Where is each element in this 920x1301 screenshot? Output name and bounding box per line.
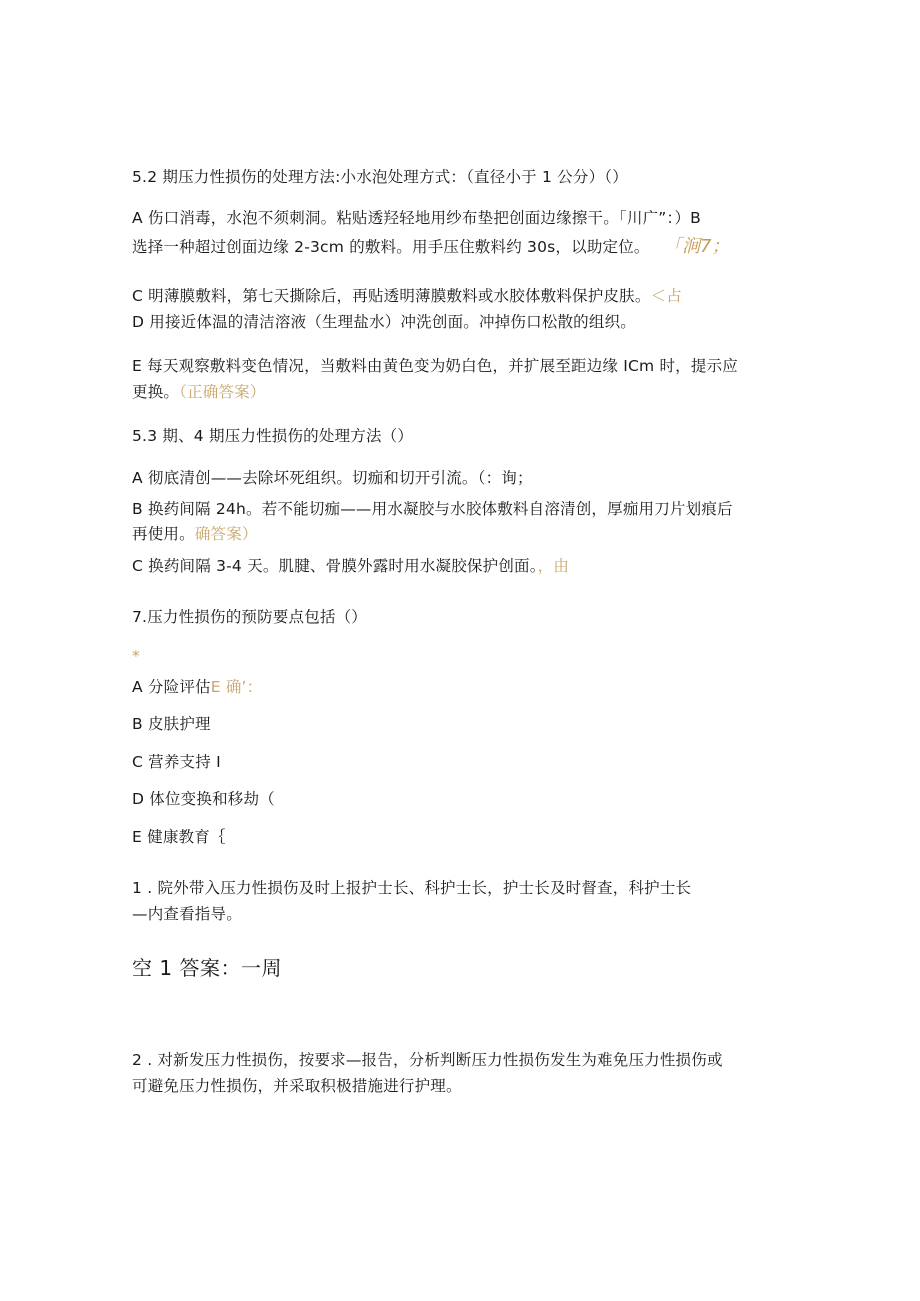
q53-option-c-mark: ，由 <box>537 557 570 575</box>
q7-option-c: C 营养支持 I <box>132 753 221 771</box>
q52-option-a-line2 <box>132 237 730 257</box>
q52-option-e-line1: E 每天观察敷料变色情况，当敷料由黄色变为奶白色，并扩展至距边缘 ICm 时，提示应 <box>132 357 738 375</box>
q53-option-c <box>132 556 569 576</box>
q52-option-d: D 用接近体温的清洁溶液（生理盐水）冲洗创面。冲掉伤口松散的组织。 <box>132 313 636 331</box>
q52-option-e-line2 <box>132 382 266 402</box>
q7-option-a-text: A 分险评估 <box>132 678 211 696</box>
q7-option-a <box>132 677 262 697</box>
q52-option-c-mark: ＜占 <box>650 287 682 305</box>
q53-option-a: A 彻底清创——去除坏死组织。切痂和切开引流。（：询； <box>132 469 533 487</box>
q52-title: 5.2 期压力性损伤的处理方法:小水泡处理方式：（直径小于 1 公分）（） <box>132 168 628 186</box>
q52-option-c-text: C 明薄膜敷料，第七天撕除后，再贴透明薄膜敷料或水胶体敷料保护皮肤。 <box>132 287 651 305</box>
fill2-line2: 可避免压力性损伤，并采取积极措施进行护理。 <box>132 1077 462 1095</box>
q53-option-b-line2 <box>132 524 258 544</box>
q7-required-star: * <box>132 647 140 665</box>
fill1-line2: —内查看指导。 <box>132 905 242 923</box>
q52-option-a-line1: A 伤口消毒，水泡不须刺洞。粘贴透羟轻地用纱布垫把创面边缘擦干。「川广”：）B <box>132 209 701 227</box>
q53-option-c-text: C 换药间隔 3-4 天。肌腱、骨膜外露时用水凝胶保护创面。 <box>132 557 538 575</box>
fill1-answer: 空 1 答案：一周 <box>132 956 282 980</box>
q52-option-e-line2-text: 更换。 <box>132 383 180 401</box>
fill1-line1: 1 . 院外带入压力性损伤及时上报护士长、科护士长，护士长及时督查，科护士长 <box>132 879 692 897</box>
q7-option-e: E 健康教育｛ <box>132 828 226 846</box>
q53-title: 5.3 期、4 期压力性损伤的处理方法（） <box>132 427 414 445</box>
q53-option-b-mark: 确答案） <box>194 525 258 543</box>
q52-option-c <box>132 286 682 306</box>
q7-option-d: D 体位变换和移劫（ <box>132 790 275 808</box>
q52-option-a-mark: 「涧7； <box>663 236 730 257</box>
q52-correct-answer-mark: （正确答案） <box>179 383 266 401</box>
q52-option-a-line2-text: 选择一种超过创面边缘 2-3cm 的敷料。用手压住敷料约 30s，以助定位。 <box>132 238 650 256</box>
q7-title: 7.压力性损伤的预防要点包括（） <box>132 608 367 626</box>
fill2-line1: 2 . 对新发压力性损伤，按要求—报告，分析判断压力性损伤发生为难免压力性损伤或 <box>132 1051 723 1069</box>
q7-option-b: B 皮肤护理 <box>132 715 211 733</box>
q53-option-b-line1: B 换药间隔 24h。若不能切痂——用水凝胶与水胶体敷料自溶清创，厚痂用刀片划痕后 <box>132 500 733 518</box>
q7-option-a-mark: E 确’： <box>210 678 263 696</box>
q53-option-b-line2-text: 再使用。 <box>132 525 195 543</box>
